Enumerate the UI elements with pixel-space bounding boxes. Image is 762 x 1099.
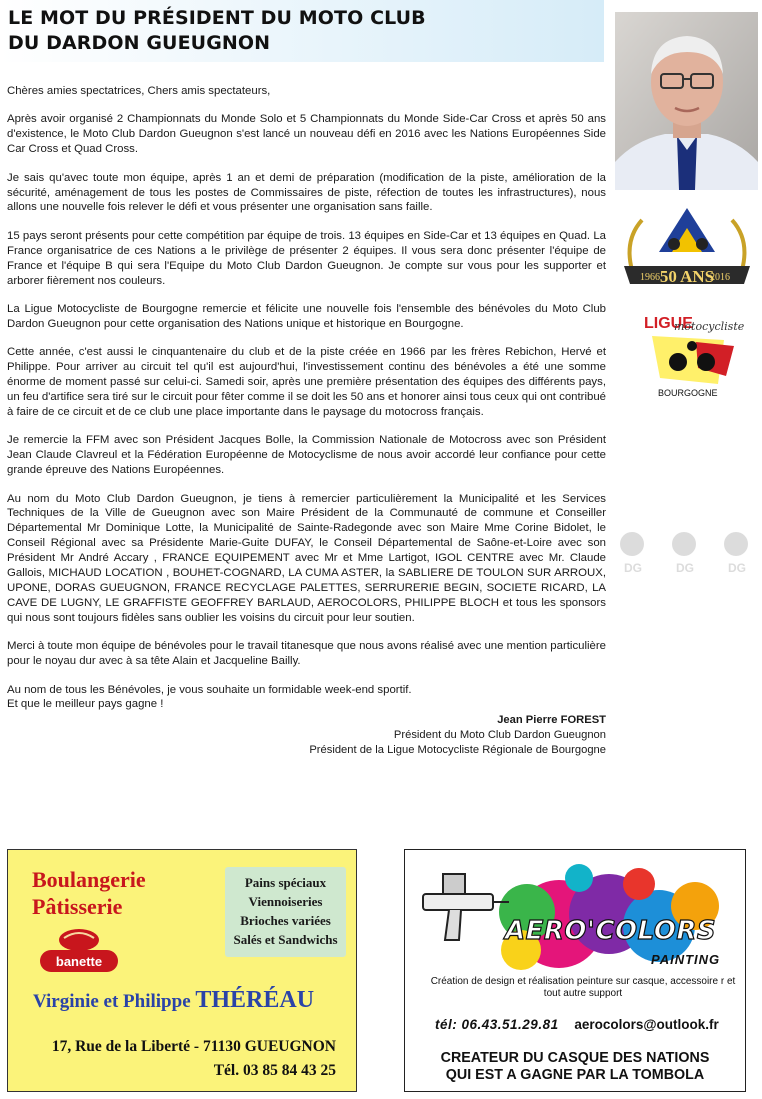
product-item: Salés et Sandwichs [233,932,338,947]
signature-name: Jean Pierre FOREST [497,714,606,726]
product-item: Brioches variées [240,913,331,928]
ligue-word: LIGUE [644,315,693,332]
aerocolors-phone: tél: 06.43.51.29.81 [435,1017,559,1032]
greeting: Chères amies spectatrices, Chers amis spectateurs, [7,85,271,97]
footer-line-1: CREATEUR DU CASQUE DES NATIONS [440,1050,710,1066]
title-line-2: DU DARDON GUEUGNON [8,32,271,54]
product-item: Pains spéciaux [244,875,327,890]
aerocolors-brand: AERO'COLORS [505,916,717,946]
bakery-products [225,867,346,957]
anniversary-year-left: 1966 [640,272,660,283]
ligue-script: motocycliste [674,320,745,333]
bakery-address: 17, Rue de la Liberté - 71130 GUEUGNON [51,1038,336,1055]
title-band [0,0,604,62]
paragraph: La Ligue Motocycliste de Bourgogne remercie et félicite une nouvelle fois l'ensemble des bénévoles du Moto Club Dardon Gueugnon pour cette organisation des Nations unique et historique en Bourgogne. [7,302,606,330]
bakery-owners [33,987,314,1014]
bakery-ad [7,849,357,1092]
signature-role-2: Président de la Ligue Motocycliste Régionale de Bourgogne [309,744,606,756]
bakery-phone: Tél. 03 85 84 43 25 [213,1062,336,1079]
ghost-logos [612,528,762,576]
paragraph: Merci à toute mon équipe de bénévoles pour le travail titanesque que nous avons réalisé avec une mention particulière pour le noyau dur avec à sa tête Alain et Jacqueline Bailly. [7,640,607,668]
paragraph: 15 pays seront présents pour cette compétition par équipe de trois. 13 équipes en Side-Car et 13 équipes en Quad. La France organisatrice de ces Nations a le privilège de présenter 2 équipes. Il vous sera donc présenter l'équipe de France et l'équipe B qui sera l'Equipe du Moto Club Dardon Gueugnon. Je compte sur vous pour les supporter et arborer fièrement nos couleurs. [7,229,606,287]
aerocolors-footer [405,1050,745,1084]
ghost-mark-3: DG [728,561,746,575]
title-line-1: LE MOT DU PRÉSIDENT DU MOTO CLUB [8,7,426,29]
paragraph: Au nom du Moto Club Dardon Gueugnon, je tiens à remercier particulièrement la Municipalité et les Services Techniques de la Ville de Gueugnon avec son Maire Président de la Communauté de commune et Conseiller Départemental Mr Dominique Lotte, la Municipalité de Sainte-Radegonde avec son Maire Mme Corine Bidolet, le Conseil Régional avec sa Présidente Marie-Guite DUFAY, le Conseil Départemental de Saône-et-Loire avec son Président Mr André Accary , FRANCE EQUIPEMENT avec Mr et Mme Lartigot, IGOL CENTRE avec Mr. Claude Gallois, MICHAUD LOCATION , BOUHET-COGNARD, LA CUMA ASTER, la SABLIERE DE TOULON SUR ARROUX, UPONE, DORAS GUEUGNON, FRANCE RECYCLAGE PALETTES, SERRURERIE BEGIN, SOCIETE RICARD, LA CAVE DE LUGNY, LE GRAFFISTE GEOFFREY BARLAUD, AEROCOLORS, PHILIPPE BLOCH et tous les sponsors qui nous sont toujours fidèles sans oublier les voisins du circuit pour leur soutien. [7,492,606,624]
ghost-mark-2: DG [676,561,694,575]
owners-names: Virginie et Philippe [33,991,191,1012]
aerocolors-email: aerocolors@outlook.fr [574,1017,719,1032]
ligue-region: BOURGOGNE [658,388,718,398]
aerocolors-contact [435,1017,719,1032]
paragraph: Cette année, c'est aussi le cinquantenaire du club et de la piste créée en 1966 par les frères Rebichon, Hervé et Philippe. Pour arriver au circuit tel qu'il est aujourd'hui, l'investissement continu des bénévoles a été une somme énorme de moment passé sur celui-ci. Samedi soir, après une première présentation des équipes des différents pays, un feu d'artifice sera tiré sur le circuit pour fêter comme il se doit les 50 ans et honorer ainsi tous ceux qui ont contribué à faire de ce circuit et de ce club une place importante dans le paysage du motocross français. [7,346,606,418]
banette-logo [36,926,122,976]
ligue-bourgogne-logo [614,306,760,402]
paragraph: Après avoir organisé 2 Championnats du Monde Solo et 5 Championnats du Monde Side-Car Cross et après 50 ans d'existence, le Moto Club Dardon Gueugnon s'est lancé un nouveau défi en 2016 avec les Nations Européennes Side Car Cross et Quad Cross. [7,113,606,156]
bakery-line-1: Boulangerie [32,867,146,892]
closing-line-1: Au nom de tous les Bénévoles, je vous souhaite un formidable week-end sportif. [7,683,412,696]
banette-label: banette [55,954,103,969]
anniversary-label: 50 ANS [659,267,715,286]
bakery-heading [32,866,146,920]
bakery-address-block [52,1035,336,1083]
president-photo [615,12,758,190]
closing [7,683,606,713]
anniversary-year-right: 2016 [710,272,730,283]
president-letter [7,84,606,726]
aerocolors-ad [404,849,746,1092]
product-item: Viennoiseries [248,894,323,909]
paragraph: Je sais qu'avec toute mon équipe, après 1 an et demi de préparation (modification de la piste, amélioration de la sécurité, aménagement de tous les postes de Commissaires de piste, réfection de toutes les infrastructures), nous allons une nouvelle fois relever le défi et vous présenter une organisation sans faille. [7,171,606,214]
closing-line-2: Et que le meilleur pays gagne ! [7,698,164,711]
footer-line-2: QUI EST A GAGNE PAR LA TOMBOLA [445,1067,705,1083]
paragraph: Je remercie la FFM avec son Président Jacques Bolle, la Commission Nationale de Motocross avec son Président Jean Claude Clavreul et la Fédération Européenne de Motocyclisme de nous avoir accordé leur confiance pour cette grande épreuve des Nations Européennes. [7,434,606,477]
anniversary-logo [614,200,760,290]
signature-role-1: Président du Moto Club Dardon Gueugnon [393,729,606,741]
ghost-mark-1: DG [624,561,642,575]
bakery-line-2: Pâtisserie [32,894,123,919]
signature-block [309,713,606,758]
page-title [0,0,604,56]
owners-surname: THÉRÉAU [195,987,315,1013]
aerocolors-description: Création de design et réalisation peinture sur casque, accessoire r et tout autre support [430,976,736,999]
aerocolors-subtitle: PAINTING [651,952,721,967]
